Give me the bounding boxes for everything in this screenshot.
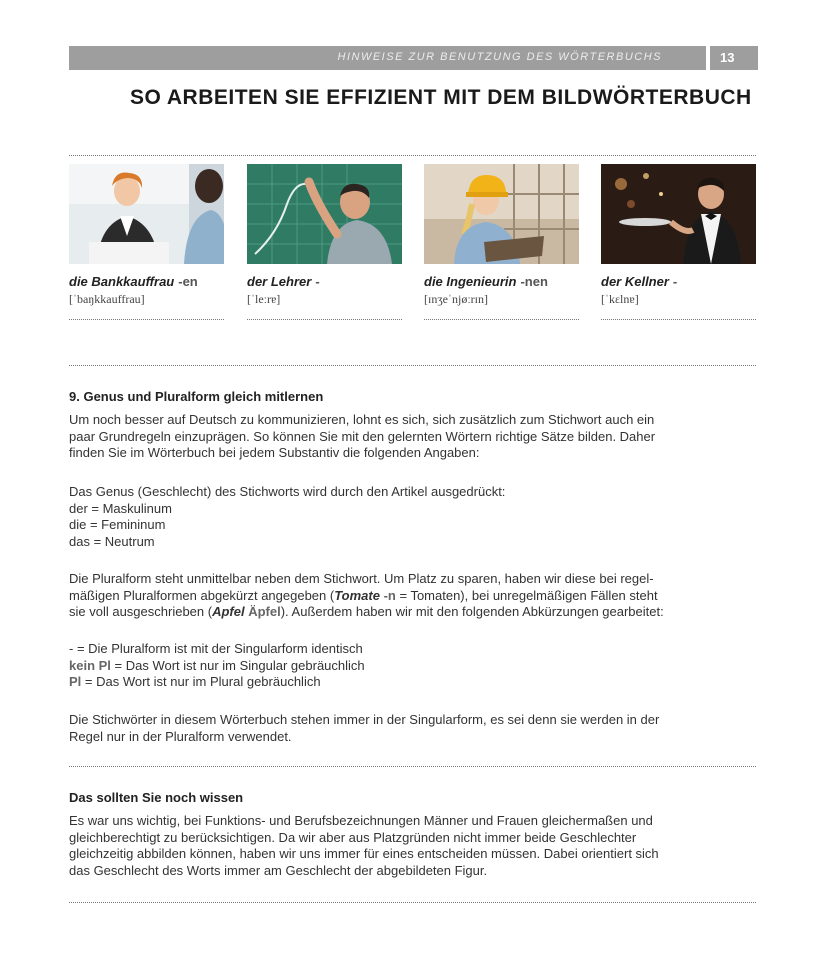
paragraph	[69, 484, 759, 550]
phonetic: [ˈleːrɐ]	[247, 292, 281, 306]
divider	[69, 365, 756, 366]
page-number: 13	[720, 50, 735, 65]
text-run: sie voll ausgeschrieben (	[69, 604, 213, 619]
text-line: der = Maskulinum	[69, 500, 172, 516]
entry-word	[69, 274, 224, 289]
text-line: paar Grundregeln einzuprägen. So können Sie mit den gelernten Wörtern richtige Sätze bilden. Daher	[69, 428, 656, 444]
entry-noun: der Kellner	[601, 274, 669, 289]
text-line: - = Die Pluralform ist mit der Singularform identisch	[69, 641, 363, 656]
text-run: = Das Wort ist nur im Singular gebräuchlich	[110, 657, 365, 673]
entry-noun: die Bankkauffrau	[69, 274, 175, 289]
text-run: = Das Wort ist nur im Plural gebräuchlich	[81, 674, 321, 689]
text-line: Die Stichwörter in diesem Wörterbuch stehen immer in der Singularform, es sei denn sie werden in der	[69, 712, 660, 727]
text-run: = Tomaten), bei unregelmäßigen Fällen steht	[395, 587, 658, 603]
text-line: das = Neutrum	[69, 533, 155, 549]
example-word: Tomate	[334, 587, 380, 603]
plural-suffix: -	[672, 274, 678, 289]
divider	[69, 902, 756, 903]
text-line: die = Femininum	[69, 517, 166, 532]
plural-suffix: -en	[178, 274, 198, 289]
text-line: Es war uns wichtig, bei Funktions- und Berufsbezeichnungen Männer und Frauen gleichermaßen und	[69, 813, 653, 828]
waiter-photo	[601, 164, 756, 264]
text-line: finden Sie im Wörterbuch bei jedem Substantiv die folgenden Angaben:	[69, 445, 480, 460]
write-line	[247, 319, 402, 320]
abbreviation: kein Pl	[69, 657, 111, 673]
picture-card	[247, 164, 402, 320]
entry-word	[424, 274, 579, 289]
text-line: Um noch besser auf Deutsch zu kommunizieren, lohnt es sich, sich zusätzlich zum Stichwort auch ein	[69, 412, 655, 427]
write-line	[601, 319, 756, 320]
entry-noun: die Ingenieurin	[424, 274, 517, 289]
example-plural: Äpfel	[244, 604, 281, 619]
paragraph	[69, 641, 759, 691]
text-line	[69, 674, 759, 691]
engineer-photo	[424, 164, 579, 264]
entry-word	[247, 274, 402, 289]
page-title: SO ARBEITEN SIE EFFIZIENT MIT DEM BILDWÖRTERBUCH	[130, 86, 752, 109]
plural-suffix: -	[315, 274, 320, 289]
teacher-photo	[247, 164, 402, 264]
write-line	[424, 319, 579, 320]
entry-word	[601, 274, 756, 289]
text-line	[69, 604, 759, 621]
text-line: gleichberechtigt zu berücksichtigen. Da wir aber aus Platzgründen nicht immer beide Geschlechter	[69, 829, 637, 845]
text-line: Die Pluralform steht unmittelbar neben dem Stichwort. Um Platz zu sparen, haben wir diese bei regel-	[69, 571, 654, 586]
running-title: HINWEISE ZUR BENUTZUNG DES WÖRTERBUCHS	[337, 51, 662, 63]
text-line: das Geschlecht des Worts immer am Geschlecht der abgebildeten Figur.	[69, 862, 488, 878]
plural-suffix: -nen	[520, 274, 548, 289]
divider	[69, 766, 756, 767]
page-number-box	[710, 46, 758, 70]
phonetic: [ˈbaŋkkauffrau]	[69, 292, 145, 306]
note-heading: Das sollten Sie noch wissen	[69, 790, 244, 805]
abbreviation: Pl	[69, 674, 82, 689]
text-line: Regel nur in der Pluralform verwendet.	[69, 728, 292, 744]
text-run: ). Außerdem haben wir mit den folgenden Abkürzungen gearbeitet:	[280, 604, 664, 619]
text-run: mäßigen Pluralformen abgekürzt angegeben (	[69, 587, 335, 603]
paragraph	[69, 571, 759, 621]
example-word: Apfel	[212, 604, 245, 619]
text-line: Das Genus (Geschlecht) des Stichworts wird durch den Artikel ausgedrückt:	[69, 484, 506, 499]
phonetic: [ˈkɛlnɐ]	[601, 292, 639, 306]
picture-card	[69, 164, 224, 320]
paragraph	[69, 712, 759, 745]
paragraph	[69, 412, 759, 462]
section-heading: 9. Genus und Pluralform gleich mitlernen	[69, 389, 324, 404]
picture-card	[601, 164, 756, 320]
picture-card	[424, 164, 579, 320]
paragraph	[69, 813, 759, 879]
phonetic: [ɪnʒeˈnjøːrɪn]	[424, 292, 488, 306]
text-line: gleichzeitig abbilden können, haben wir uns immer für eines entscheiden müssen. Dabei orientiert sich	[69, 846, 659, 861]
entry-noun: der Lehrer	[247, 274, 312, 289]
text-line	[69, 658, 759, 675]
bank-clerk-photo	[69, 164, 224, 264]
text-line	[69, 588, 759, 605]
write-line	[69, 319, 224, 320]
divider	[69, 155, 756, 156]
example-suffix: -n	[379, 587, 396, 603]
running-header	[69, 46, 735, 70]
